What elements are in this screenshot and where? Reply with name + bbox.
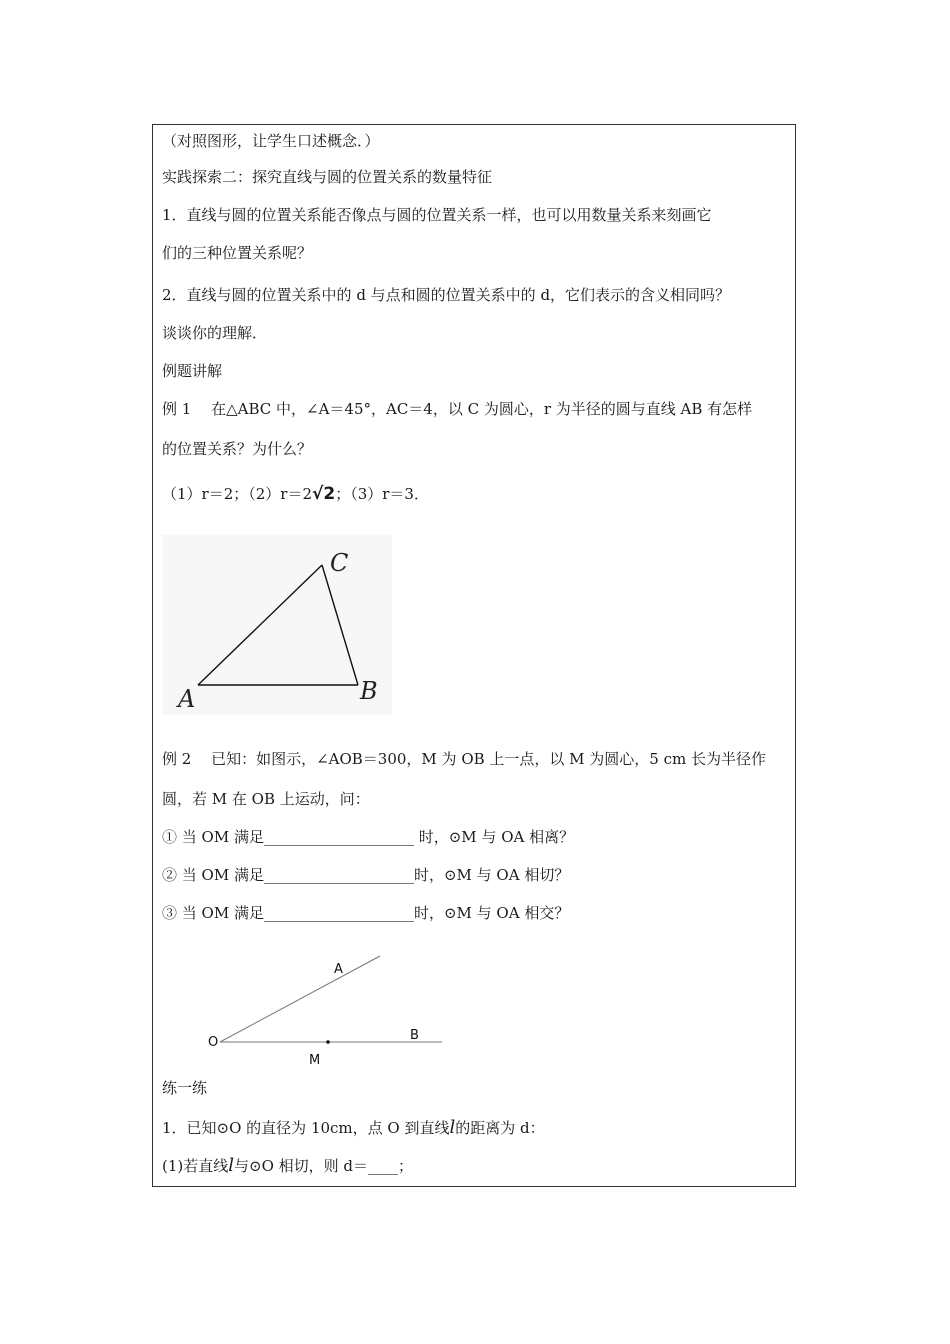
text-line-17 <box>162 1118 545 1138</box>
label-b: B <box>410 1028 419 1043</box>
text-line-10 <box>162 484 429 504</box>
label-a: A <box>334 962 343 977</box>
ray-oa <box>220 956 380 1042</box>
text-line-13: ① 当 OM 满足____________________ 时，⊙M 与 OA 相离？ <box>162 828 575 846</box>
text-line-1: （对照图形，让学生口述概念．） <box>162 132 380 150</box>
exercise-1-end: 的距离为 d： <box>455 1119 545 1137</box>
label-m: M <box>309 1053 321 1068</box>
text-line-9: 的位置关系？为什么？ <box>162 440 313 458</box>
line-l-symbol: l <box>449 1117 456 1138</box>
question-1-start: (1)若直线 <box>162 1157 229 1175</box>
sqrt-two: √2 <box>312 484 336 504</box>
vertex-c-label: C <box>330 549 349 577</box>
vertex-a-label: A <box>178 685 196 713</box>
text-line-11: 例 2 已知：如图示，∠AOB＝300，M 为 OB 上一点，以 M 为圆心，5 cm 长为半径作 <box>162 750 767 768</box>
text-line-16: 练一练 <box>162 1079 208 1097</box>
text-line-4: 们的三种位置关系呢？ <box>162 244 313 262</box>
vertex-b-label: B <box>360 677 378 705</box>
r-values-end: ；（3）r＝3． <box>335 485 429 503</box>
point-m <box>326 1040 330 1044</box>
angle-figure <box>200 948 460 1073</box>
text-line-6: 谈谈你的理解． <box>162 324 268 342</box>
text-line-7: 例题讲解 <box>162 362 223 380</box>
text-line-14: ② 当 OM 满足____________________时，⊙M 与 OA 相切？ <box>162 866 570 884</box>
text-line-5: 2．直线与圆的位置关系中的 d 与点和圆的位置关系中的 d，它们表示的含义相同吗？ <box>162 286 731 304</box>
label-o: O <box>208 1035 219 1050</box>
text-line-3: 1．直线与圆的位置关系能否像点与圆的位置关系一样，也可以用数量关系来刻画它 <box>162 206 712 224</box>
triangle-figure <box>162 535 392 715</box>
text-line-12: 圆，若 M 在 OB 上运动，问： <box>162 790 370 808</box>
text-line-15: ③ 当 OM 满足____________________时，⊙M 与 OA 相交？ <box>162 904 570 922</box>
line-l-symbol: l <box>228 1155 235 1176</box>
r-values-start: （1）r＝2；（2）r＝2 <box>162 485 313 503</box>
text-line-2: 实践探索二：探究直线与圆的位置关系的数量特征 <box>162 168 493 186</box>
question-1-end: 与⊙O 相切，则 d＝____； <box>234 1157 414 1175</box>
exercise-1-start: 1．已知⊙O 的直径为 10cm，点 O 到直线 <box>162 1119 450 1137</box>
text-line-18 <box>162 1156 413 1176</box>
text-line-8: 例 1 在△ABC 中，∠A＝45°，AC＝4，以 C 为圆心，r 为半径的圆与直线 AB 有怎样 <box>162 400 753 418</box>
